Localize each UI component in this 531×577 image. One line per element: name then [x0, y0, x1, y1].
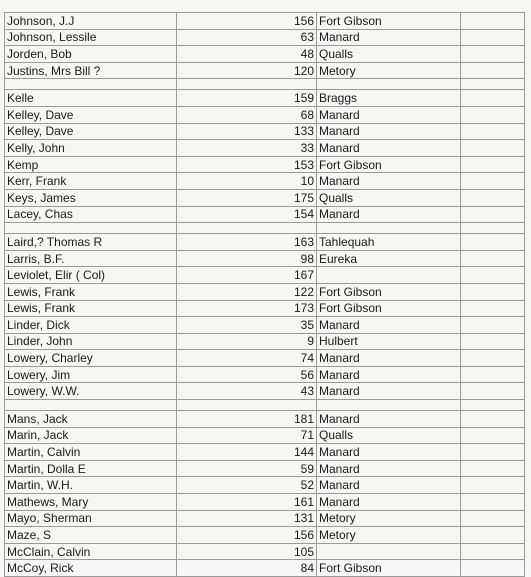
- table-row: [5, 250, 525, 267]
- place-cell: Manard: [317, 477, 461, 494]
- extra-cell: [461, 411, 525, 428]
- table-row: [5, 510, 525, 527]
- extra-cell: [461, 427, 525, 444]
- blank-row: [5, 400, 525, 411]
- place-cell: Metory: [317, 527, 461, 544]
- table-row: [5, 189, 525, 206]
- blank-cell: [177, 223, 317, 234]
- table-row: [5, 62, 525, 79]
- name-cell: McCoy, Rick: [5, 560, 177, 577]
- name-cell: Martin, W.H.: [5, 477, 177, 494]
- name-cell: Mans, Jack: [5, 411, 177, 428]
- place-cell: Fort Gibson: [317, 283, 461, 300]
- blank-cell: [5, 223, 177, 234]
- name-cell: Leviolet, Elir ( Col): [5, 267, 177, 284]
- roster-table: [4, 12, 525, 577]
- table-row: [5, 411, 525, 428]
- table-row: [5, 283, 525, 300]
- place-cell: Fort Gibson: [317, 300, 461, 317]
- number-cell: 56: [177, 366, 317, 383]
- table-row: [5, 123, 525, 140]
- place-cell: Fort Gibson: [317, 560, 461, 577]
- place-cell: Qualls: [317, 427, 461, 444]
- place-cell: Manard: [317, 140, 461, 157]
- number-cell: 144: [177, 444, 317, 461]
- extra-cell: [461, 460, 525, 477]
- name-cell: Laird,? Thomas R: [5, 234, 177, 251]
- name-cell: Lowery, Charley: [5, 350, 177, 367]
- number-cell: 71: [177, 427, 317, 444]
- blank-cell: [461, 400, 525, 411]
- table-row: [5, 300, 525, 317]
- name-cell: Keys, James: [5, 189, 177, 206]
- place-cell: Manard: [317, 29, 461, 46]
- blank-cell: [461, 79, 525, 90]
- number-cell: 59: [177, 460, 317, 477]
- table-row: [5, 317, 525, 334]
- extra-cell: [461, 90, 525, 107]
- name-cell: Johnson, Lessile: [5, 29, 177, 46]
- number-cell: 9: [177, 333, 317, 350]
- extra-cell: [461, 300, 525, 317]
- place-cell: Hulbert: [317, 333, 461, 350]
- extra-cell: [461, 267, 525, 284]
- blank-cell: [177, 79, 317, 90]
- place-cell: Manard: [317, 206, 461, 223]
- name-cell: Jorden, Bob: [5, 46, 177, 63]
- extra-cell: [461, 250, 525, 267]
- place-cell: Eureka: [317, 250, 461, 267]
- number-cell: 52: [177, 477, 317, 494]
- number-cell: 167: [177, 267, 317, 284]
- number-cell: 74: [177, 350, 317, 367]
- table-row: [5, 560, 525, 577]
- table-row: [5, 173, 525, 190]
- number-cell: 84: [177, 560, 317, 577]
- table-row: [5, 460, 525, 477]
- name-cell: Linder, Dick: [5, 317, 177, 334]
- number-cell: 33: [177, 140, 317, 157]
- name-cell: Kelley, Dave: [5, 106, 177, 123]
- roster-body: [5, 13, 525, 577]
- table-row: [5, 366, 525, 383]
- place-cell: Metory: [317, 62, 461, 79]
- blank-cell: [317, 79, 461, 90]
- number-cell: 154: [177, 206, 317, 223]
- blank-cell: [461, 223, 525, 234]
- place-cell: Qualls: [317, 46, 461, 63]
- extra-cell: [461, 123, 525, 140]
- number-cell: 131: [177, 510, 317, 527]
- name-cell: Maze, S: [5, 527, 177, 544]
- extra-cell: [461, 494, 525, 511]
- table-row: [5, 46, 525, 63]
- place-cell: Manard: [317, 411, 461, 428]
- extra-cell: [461, 156, 525, 173]
- place-cell: [317, 543, 461, 560]
- place-cell: [317, 267, 461, 284]
- number-cell: 163: [177, 234, 317, 251]
- place-cell: Manard: [317, 317, 461, 334]
- name-cell: Lowery, W.W.: [5, 383, 177, 400]
- extra-cell: [461, 477, 525, 494]
- place-cell: Manard: [317, 366, 461, 383]
- number-cell: 98: [177, 250, 317, 267]
- table-row: [5, 427, 525, 444]
- extra-cell: [461, 543, 525, 560]
- table-row: [5, 383, 525, 400]
- name-cell: Kerr, Frank: [5, 173, 177, 190]
- number-cell: 122: [177, 283, 317, 300]
- table-row: [5, 140, 525, 157]
- extra-cell: [461, 283, 525, 300]
- number-cell: 159: [177, 90, 317, 107]
- name-cell: Mayo, Sherman: [5, 510, 177, 527]
- name-cell: Kelly, John: [5, 140, 177, 157]
- extra-cell: [461, 29, 525, 46]
- name-cell: Linder, John: [5, 333, 177, 350]
- name-cell: Kemp: [5, 156, 177, 173]
- extra-cell: [461, 350, 525, 367]
- table-row: [5, 350, 525, 367]
- name-cell: Johnson, J.J: [5, 13, 177, 30]
- extra-cell: [461, 383, 525, 400]
- number-cell: 181: [177, 411, 317, 428]
- number-cell: 10: [177, 173, 317, 190]
- extra-cell: [461, 13, 525, 30]
- number-cell: 35: [177, 317, 317, 334]
- number-cell: 161: [177, 494, 317, 511]
- extra-cell: [461, 527, 525, 544]
- extra-cell: [461, 106, 525, 123]
- name-cell: Lowery, Jim: [5, 366, 177, 383]
- number-cell: 43: [177, 383, 317, 400]
- extra-cell: [461, 366, 525, 383]
- blank-cell: [5, 79, 177, 90]
- name-cell: Kelley, Dave: [5, 123, 177, 140]
- extra-cell: [461, 62, 525, 79]
- number-cell: 133: [177, 123, 317, 140]
- place-cell: Braggs: [317, 90, 461, 107]
- extra-cell: [461, 560, 525, 577]
- table-row: [5, 527, 525, 544]
- extra-cell: [461, 46, 525, 63]
- extra-cell: [461, 206, 525, 223]
- place-cell: Manard: [317, 173, 461, 190]
- number-cell: 175: [177, 189, 317, 206]
- extra-cell: [461, 234, 525, 251]
- number-cell: 173: [177, 300, 317, 317]
- table-row: [5, 234, 525, 251]
- name-cell: Lacey, Chas: [5, 206, 177, 223]
- number-cell: 120: [177, 62, 317, 79]
- extra-cell: [461, 444, 525, 461]
- name-cell: Lewis, Frank: [5, 283, 177, 300]
- extra-cell: [461, 189, 525, 206]
- number-cell: 63: [177, 29, 317, 46]
- number-cell: 48: [177, 46, 317, 63]
- name-cell: Kelle: [5, 90, 177, 107]
- place-cell: Qualls: [317, 189, 461, 206]
- place-cell: Manard: [317, 460, 461, 477]
- table-row: [5, 13, 525, 30]
- extra-cell: [461, 510, 525, 527]
- table-row: [5, 90, 525, 107]
- place-cell: Manard: [317, 123, 461, 140]
- extra-cell: [461, 140, 525, 157]
- table-row: [5, 106, 525, 123]
- name-cell: Mathews, Mary: [5, 494, 177, 511]
- place-cell: Manard: [317, 444, 461, 461]
- number-cell: 156: [177, 13, 317, 30]
- table-row: [5, 477, 525, 494]
- name-cell: Marin, Jack: [5, 427, 177, 444]
- table-row: [5, 333, 525, 350]
- table-row: [5, 156, 525, 173]
- name-cell: McClain, Calvin: [5, 543, 177, 560]
- table-row: [5, 444, 525, 461]
- blank-cell: [5, 400, 177, 411]
- table-row: [5, 543, 525, 560]
- name-cell: Martin, Calvin: [5, 444, 177, 461]
- extra-cell: [461, 317, 525, 334]
- place-cell: Manard: [317, 494, 461, 511]
- place-cell: Manard: [317, 350, 461, 367]
- place-cell: Tahlequah: [317, 234, 461, 251]
- name-cell: Justins, Mrs Bill ?: [5, 62, 177, 79]
- number-cell: 156: [177, 527, 317, 544]
- blank-row: [5, 79, 525, 90]
- place-cell: Fort Gibson: [317, 156, 461, 173]
- number-cell: 68: [177, 106, 317, 123]
- table-row: [5, 267, 525, 284]
- name-cell: Larris, B.F.: [5, 250, 177, 267]
- name-cell: Martin, Dolla E: [5, 460, 177, 477]
- place-cell: Manard: [317, 383, 461, 400]
- name-cell: Lewis, Frank: [5, 300, 177, 317]
- blank-cell: [177, 400, 317, 411]
- blank-row: [5, 223, 525, 234]
- number-cell: 153: [177, 156, 317, 173]
- table-row: [5, 29, 525, 46]
- place-cell: Metory: [317, 510, 461, 527]
- place-cell: Manard: [317, 106, 461, 123]
- extra-cell: [461, 333, 525, 350]
- place-cell: Fort Gibson: [317, 13, 461, 30]
- blank-cell: [317, 400, 461, 411]
- table-row: [5, 206, 525, 223]
- extra-cell: [461, 173, 525, 190]
- number-cell: 105: [177, 543, 317, 560]
- blank-cell: [317, 223, 461, 234]
- table-row: [5, 494, 525, 511]
